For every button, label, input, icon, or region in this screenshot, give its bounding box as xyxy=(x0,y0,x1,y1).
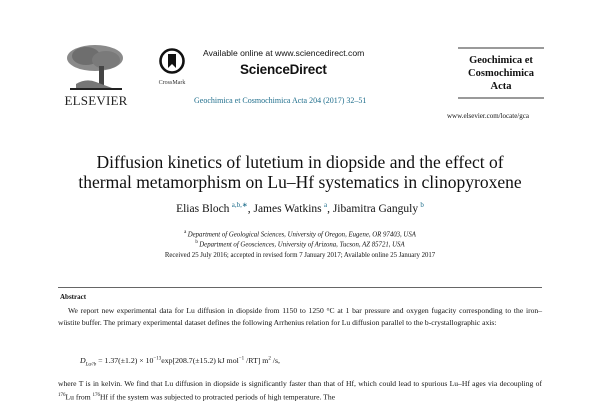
affiliations xyxy=(0,229,600,250)
journal-title-line2: Cosmochimica xyxy=(468,68,534,79)
affiliation-text: Department of Geological Sciences, University of Oregon, Eugene, OR 97403, USA xyxy=(187,231,416,239)
affiliation-item xyxy=(0,239,600,249)
journal-title xyxy=(458,54,544,93)
author-affiliation-marker[interactable]: a,b,∗ xyxy=(231,201,248,209)
article-title-line1: Diffusion kinetics of lutetium in diopside and the effect of xyxy=(96,152,504,172)
equation-exponent: −1 xyxy=(238,356,245,362)
paragraph-text: Lu from xyxy=(65,392,93,402)
crossmark-label: CrossMark xyxy=(158,80,186,86)
abstract-paragraph-1-text: We report new experimental data for Lu diffusion in diopside from 1150 to 1250 °C at 1 bar pressure and oxygen fugacity corresponding to the iron–wüstite buffer. The primary experimental dataset defines the following Arrhenius relation for Lu diffusion parallel to the b-crystallographic axis: xyxy=(58,306,542,327)
author-name[interactable]: Jibamitra Ganguly xyxy=(332,202,419,215)
equation-part: = 1.37(±1.2) × 10 xyxy=(96,356,154,365)
crossmark-badge[interactable] xyxy=(150,48,194,88)
equation-part: /RT] m xyxy=(244,356,269,365)
sciencedirect-logo[interactable]: ScienceDirect xyxy=(240,62,327,77)
isotope-mass: 176 xyxy=(58,393,66,398)
arrhenius-equation xyxy=(80,356,280,368)
isotope-mass: 176 xyxy=(92,393,100,398)
journal-title-line1: Geochimica et xyxy=(469,55,533,66)
abstract-paragraph-1 xyxy=(58,305,542,329)
author-affiliation-marker[interactable]: b xyxy=(420,201,424,209)
affiliation-item xyxy=(0,229,600,239)
affiliation-marker: b xyxy=(195,240,198,246)
author-name[interactable]: James Watkins xyxy=(253,202,322,215)
abstract-heading: Abstract xyxy=(60,293,87,301)
equation-part: exp[208.7(±15.2) kJ mol xyxy=(161,356,239,365)
equation-exponent: −13 xyxy=(153,356,162,362)
journal-url-link[interactable]: www.elsevier.com/locate/gca xyxy=(447,112,529,120)
equation-part: /s, xyxy=(270,356,280,365)
paragraph-text: where T is in kelvin. We find that Lu diffusion in diopside is significantly faster than that of Hf, which could lead to spurious Lu–Hf ages via decoupling of xyxy=(58,379,542,388)
author-affiliation-marker[interactable]: a xyxy=(323,201,328,209)
equation-lhs-subscript: Lu//b xyxy=(85,362,97,368)
article-title xyxy=(0,152,600,192)
elsevier-wordmark: ELSEVIER xyxy=(64,93,128,108)
article-title-line2: thermal metamorphism on Lu–Hf systematics in clinopyroxene xyxy=(78,172,522,192)
available-online-text: Available online at www.sciencedirect.com xyxy=(203,48,365,58)
article-history: Received 25 July 2016; accepted in revised form 7 January 2017; Available online 25 January 2017 xyxy=(164,252,436,259)
journal-citation-link[interactable]: Geochimica et Cosmochimica Acta 204 (2017) 32–51 xyxy=(194,96,367,105)
author-list: Elias Bloch $^{a,b,∗}$, James Watkins $^a$, Jibamitra Ganguly $^b$ xyxy=(176,201,424,215)
journal-box-bottom-rule xyxy=(458,97,544,99)
crossmark-icon xyxy=(159,48,185,74)
paragraph-text: Hf if the system was subjected to protracted periods of high temperature. The xyxy=(100,392,335,402)
elsevier-logo[interactable] xyxy=(58,44,134,108)
journal-title-line3: Acta xyxy=(490,81,512,92)
author-name[interactable]: Elias Bloch xyxy=(176,202,230,215)
equation-exponent: 2 xyxy=(268,356,271,362)
equation-lhs: D xyxy=(80,356,86,365)
journal-title-box xyxy=(458,47,544,99)
affiliation-marker: a xyxy=(184,230,187,235)
elsevier-tree-icon xyxy=(66,44,124,92)
section-divider xyxy=(58,287,542,288)
affiliation-text: Department of Geosciences, University of Arizona, Tucson, AZ 85721, USA xyxy=(199,241,405,249)
journal-box-top-rule xyxy=(458,47,544,49)
